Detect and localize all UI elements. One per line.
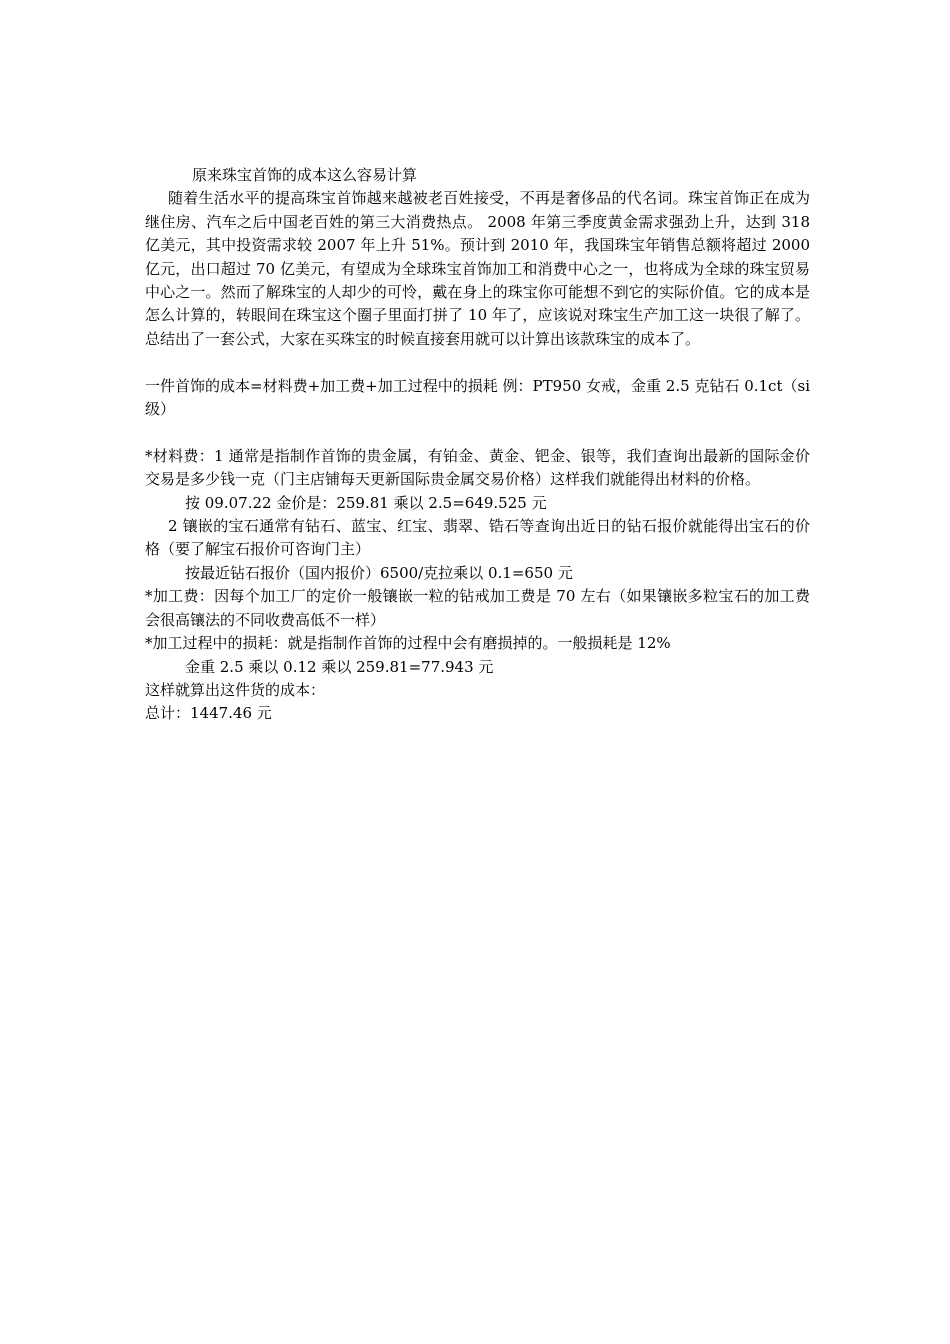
loss-paragraph: *加工过程中的损耗：就是指制作首饰的过程中会有磨损掉的。一般损耗是 12% [145, 634, 671, 653]
total-line: 总计：1447.46 元 [145, 704, 272, 723]
gemstone-paragraph: 2 镶嵌的宝石通常有钻石、蓝宝、红宝、翡翠、锆石等查询出近日的钻石报价就能得出宝石的价格（要了解宝石报价可咨询门主） [145, 517, 810, 559]
material-cost-paragraph: *材料费：1 通常是指制作首饰的贵金属，有铂金、黄金、钯金、银等，我们查询出最新的国际金价交易是多少钱一克（门主店铺每天更新国际贵金属交易价格）这样我们就能得出材料的价格。 [145, 446, 810, 489]
summary-line: 这样就算出这件货的成本： [145, 680, 326, 699]
gemstone-calculation: 按最近钻石报价（国内报价）6500/克拉乘以 0.1=650 元 [185, 563, 573, 582]
material-cost-calculation: 按 09.07.22 金价是：259.81 乘以 2.5=649.525 元 [185, 493, 547, 512]
spacer [145, 351, 810, 374]
intro-paragraph: 随着生活水平的提高珠宝首饰越来越被老百姓接受，不再是奢侈品的代名词。珠宝首饰正在成为继住房、汽车之后中国老百姓的第三大消费热点。 2008 年第三季度黄金需求强劲上升，达到 318 亿美元，其中投资需求较 2007 年上升 51%。预计到 2010 年，我国珠宝年销售总额将超过 2000 亿元，出口超过 70 亿美元，有望成为全球珠宝首饰加工和消费中心之一，也将成为全球的珠宝贸易中心之一。然而了解珠宝的人却少的可怜，戴在身上的珠宝你可能想不到它的实际价值。它的成本是怎么计算的，转眼间在珠宝这个圈子里面打拼了 10 年了，应该说对珠宝生产加工这一块很了解了。总结出了一套公式，大家在买珠宝的时候直接套用就可以计算出该款珠宝的成本了。 [145, 189, 810, 348]
spacer [145, 421, 810, 444]
document-title: 原来珠宝首饰的成本这么容易计算 [192, 166, 418, 184]
processing-fee-paragraph: *加工费：因每个加工厂的定价一般镶嵌一粒的钻戒加工费是 70 左右（如果镶嵌多粒宝石的加工费会很高镶法的不同收费高低不一样） [145, 587, 810, 629]
formula-paragraph: 一件首饰的成本=材料费+加工费+加工过程中的损耗 例：PT950 女戒，金重 2.5 克钻石 0.1ct（si 级） [145, 376, 810, 419]
document-body [145, 164, 810, 726]
loss-calculation: 金重 2.5 乘以 0.12 乘以 259.81=77.943 元 [185, 657, 494, 676]
